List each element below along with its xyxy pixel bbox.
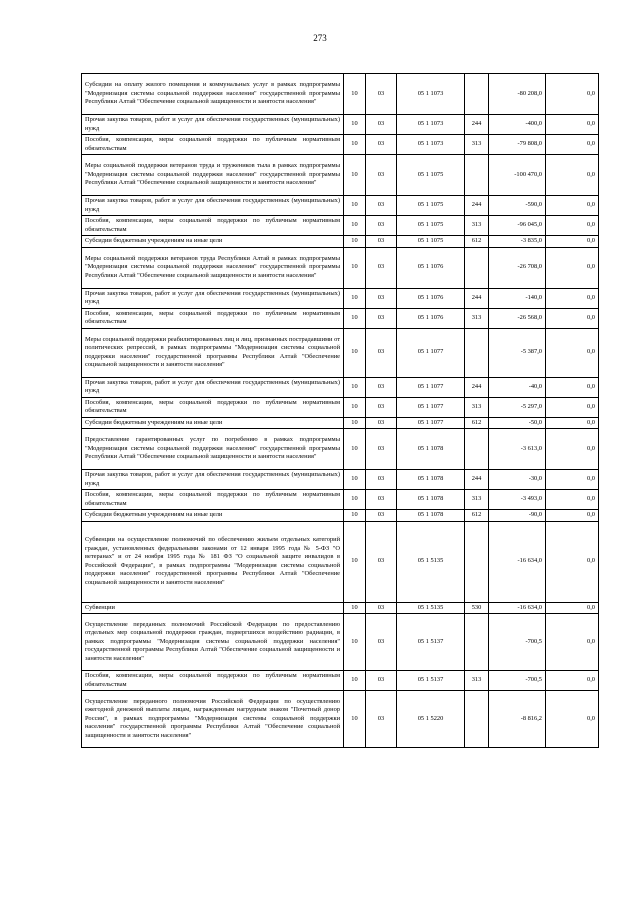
row-section: 10	[344, 308, 366, 328]
row-section: 10	[344, 510, 366, 522]
row-amount-second: 0,0	[546, 417, 599, 429]
row-amount: -30,0	[489, 470, 546, 490]
row-amount: -26 708,0	[489, 247, 546, 288]
row-description: Субсидии бюджетным учреждениям на иные цели	[82, 510, 344, 522]
row-description: Меры социальной поддержки ветеранов труда и тружеников тыла в рамках подпрограммы "Модернизация системы социальной поддержки населения" государственной программы Республики Алтай "Обеспечение социальной защищенности и занятости населения"	[82, 155, 344, 196]
row-target-code: 05 1 1075	[397, 236, 465, 248]
row-subsection: 03	[366, 216, 397, 236]
row-subsection: 03	[366, 308, 397, 328]
row-target-code: 05 1 1077	[397, 397, 465, 417]
table-row	[82, 308, 599, 328]
row-target-code: 05 1 5220	[397, 691, 465, 748]
table-row	[82, 671, 599, 691]
row-subsection: 03	[366, 135, 397, 155]
row-description: Прочая закупка товаров, работ и услуг для обеспечения государственных (муниципальных) нужд	[82, 377, 344, 397]
row-target-code: 05 1 1073	[397, 135, 465, 155]
row-subsection: 03	[366, 377, 397, 397]
row-target-code: 05 1 5137	[397, 671, 465, 691]
row-subsection: 03	[366, 521, 397, 602]
row-target-code: 05 1 1078	[397, 429, 465, 470]
row-expense-type	[465, 155, 489, 196]
row-description: Субвенции на осуществление полномочий по обеспечению жильем отдельных категорий граждан, установленных федеральными законами от 12 января 1995 года № 5-ФЗ "О ветеранах" и от 24 ноября 1995 года № 181 ФЗ "О социальной защите инвалидов в Российской Федерации", в рамках подпрограммы "Модернизация системы социальной поддержки населения" государственной программы Республики Алтай "Обеспечение социальной защищенности и занятости населения"	[82, 521, 344, 602]
row-expense-type: 612	[465, 236, 489, 248]
row-amount-second: 0,0	[546, 429, 599, 470]
row-description: Пособия, компенсации, меры социальной поддержки по публичным нормативным обязательствам	[82, 216, 344, 236]
row-subsection: 03	[366, 490, 397, 510]
row-target-code: 05 1 1077	[397, 417, 465, 429]
row-description: Пособия, компенсации, меры социальной поддержки по публичным нормативным обязательствам	[82, 671, 344, 691]
row-amount: -16 634,0	[489, 521, 546, 602]
row-expense-type: 313	[465, 671, 489, 691]
row-description: Пособия, компенсации, меры социальной поддержки по публичным нормативным обязательствам	[82, 490, 344, 510]
row-amount: -3 613,0	[489, 429, 546, 470]
row-description: Осуществление переданных полномочий Российской Федерации по предоставлению отдельных мер социальной поддержки граждан, подвергшихся воздействию радиации, в рамках подпрограммы "Модернизация системы социальной поддержки населения" государственной программы Республики Алтай "Обеспечение социальной защищенности и занятости населения"	[82, 614, 344, 671]
row-subsection: 03	[366, 247, 397, 288]
row-amount-second: 0,0	[546, 602, 599, 614]
budget-table	[81, 73, 599, 748]
row-amount-second: 0,0	[546, 614, 599, 671]
row-amount: -3 835,0	[489, 236, 546, 248]
row-section: 10	[344, 377, 366, 397]
table-row	[82, 521, 599, 602]
row-target-code: 05 1 1078	[397, 490, 465, 510]
row-amount-second: 0,0	[546, 247, 599, 288]
row-subsection: 03	[366, 614, 397, 671]
row-expense-type	[465, 614, 489, 671]
row-subsection: 03	[366, 155, 397, 196]
row-expense-type: 612	[465, 417, 489, 429]
table-row	[82, 490, 599, 510]
row-amount: -590,0	[489, 196, 546, 216]
row-amount: -40,0	[489, 377, 546, 397]
table-row	[82, 155, 599, 196]
row-amount-second: 0,0	[546, 155, 599, 196]
row-expense-type: 313	[465, 135, 489, 155]
row-target-code: 05 1 1076	[397, 308, 465, 328]
row-target-code: 05 1 5135	[397, 521, 465, 602]
row-target-code: 05 1 5135	[397, 602, 465, 614]
row-section: 10	[344, 196, 366, 216]
table-row	[82, 470, 599, 490]
row-expense-type	[465, 429, 489, 470]
row-amount-second: 0,0	[546, 74, 599, 115]
row-subsection: 03	[366, 328, 397, 377]
table-row	[82, 74, 599, 115]
row-expense-type: 313	[465, 216, 489, 236]
row-subsection: 03	[366, 115, 397, 135]
row-amount-second: 0,0	[546, 308, 599, 328]
row-expense-type: 244	[465, 377, 489, 397]
row-amount: -5 387,0	[489, 328, 546, 377]
table-row	[82, 429, 599, 470]
row-expense-type	[465, 691, 489, 748]
table-row	[82, 135, 599, 155]
table-row	[82, 216, 599, 236]
table-row	[82, 417, 599, 429]
row-section: 10	[344, 328, 366, 377]
row-description: Прочая закупка товаров, работ и услуг для обеспечения государственных (муниципальных) нужд	[82, 196, 344, 216]
row-section: 10	[344, 490, 366, 510]
table-row	[82, 247, 599, 288]
row-expense-type: 244	[465, 196, 489, 216]
row-target-code: 05 1 1073	[397, 115, 465, 135]
row-amount: -16 634,0	[489, 602, 546, 614]
row-subsection: 03	[366, 397, 397, 417]
row-expense-type: 530	[465, 602, 489, 614]
row-description: Пособия, компенсации, меры социальной поддержки по публичным нормативным обязательствам	[82, 135, 344, 155]
budget-table-body	[82, 74, 599, 748]
row-amount: -79 808,0	[489, 135, 546, 155]
row-section: 10	[344, 417, 366, 429]
row-subsection: 03	[366, 288, 397, 308]
row-section: 10	[344, 429, 366, 470]
page-number: 273	[313, 33, 327, 43]
row-amount-second: 0,0	[546, 490, 599, 510]
row-subsection: 03	[366, 196, 397, 216]
row-description: Субсидии на оплату жилого помещения и коммунальных услуг в рамках подпрограммы "Модернизация системы социальной поддержки населения" государственной программы Республики Алтай "Обеспечение социальной защищенности и занятости населения"	[82, 74, 344, 115]
row-expense-type	[465, 328, 489, 377]
row-amount: -80 208,0	[489, 74, 546, 115]
row-target-code: 05 1 1076	[397, 288, 465, 308]
row-amount-second: 0,0	[546, 216, 599, 236]
table-row	[82, 510, 599, 522]
row-amount: -400,0	[489, 115, 546, 135]
row-subsection: 03	[366, 602, 397, 614]
row-subsection: 03	[366, 671, 397, 691]
row-description: Меры социальной поддержки ветеранов труда Республики Алтай в рамках подпрограммы "Модернизация системы социальной поддержки населения" государственной программы Республики Алтай "Обеспечение социальной защищенности и занятости населения"	[82, 247, 344, 288]
row-section: 10	[344, 236, 366, 248]
row-amount-second: 0,0	[546, 135, 599, 155]
row-section: 10	[344, 691, 366, 748]
row-amount-second: 0,0	[546, 521, 599, 602]
row-amount: -3 493,0	[489, 490, 546, 510]
row-amount: -5 297,0	[489, 397, 546, 417]
table-row	[82, 691, 599, 748]
row-amount-second: 0,0	[546, 470, 599, 490]
row-description: Осуществление переданного полномочия Российской Федерации по осуществлению ежегодной денежной выплаты лицам, награжденным нагрудным знаком "Почетный донор России", в рамках подпрограммы "Модернизация системы социальной поддержки населения" государственной программы Республики Алтай "Обеспечение социальной защищенности и занятости населения"	[82, 691, 344, 748]
row-subsection: 03	[366, 510, 397, 522]
row-description: Субсидии бюджетным учреждениям на иные цели	[82, 236, 344, 248]
row-target-code: 05 1 1078	[397, 470, 465, 490]
row-description: Прочая закупка товаров, работ и услуг для обеспечения государственных (муниципальных) нужд	[82, 288, 344, 308]
row-expense-type	[465, 247, 489, 288]
row-section: 10	[344, 470, 366, 490]
row-subsection: 03	[366, 429, 397, 470]
row-subsection: 03	[366, 236, 397, 248]
row-subsection: 03	[366, 417, 397, 429]
row-target-code: 05 1 5137	[397, 614, 465, 671]
row-amount-second: 0,0	[546, 377, 599, 397]
row-description: Прочая закупка товаров, работ и услуг для обеспечения государственных (муниципальных) нужд	[82, 470, 344, 490]
row-amount: -140,0	[489, 288, 546, 308]
row-subsection: 03	[366, 470, 397, 490]
table-row	[82, 614, 599, 671]
row-description: Пособия, компенсации, меры социальной поддержки по публичным нормативным обязательствам	[82, 308, 344, 328]
table-row	[82, 602, 599, 614]
row-amount-second: 0,0	[546, 397, 599, 417]
row-target-code: 05 1 1076	[397, 247, 465, 288]
row-amount-second: 0,0	[546, 691, 599, 748]
table-row	[82, 397, 599, 417]
row-expense-type: 313	[465, 490, 489, 510]
row-amount-second: 0,0	[546, 236, 599, 248]
row-amount: -8 816,2	[489, 691, 546, 748]
row-expense-type: 244	[465, 470, 489, 490]
row-target-code: 05 1 1075	[397, 196, 465, 216]
table-row	[82, 236, 599, 248]
row-target-code: 05 1 1077	[397, 328, 465, 377]
row-section: 10	[344, 614, 366, 671]
row-section: 10	[344, 247, 366, 288]
row-subsection: 03	[366, 74, 397, 115]
row-amount-second: 0,0	[546, 671, 599, 691]
row-amount-second: 0,0	[546, 196, 599, 216]
row-section: 10	[344, 216, 366, 236]
row-target-code: 05 1 1073	[397, 74, 465, 115]
row-expense-type: 244	[465, 115, 489, 135]
row-description: Прочая закупка товаров, работ и услуг для обеспечения государственных (муниципальных) нужд	[82, 115, 344, 135]
row-expense-type: 313	[465, 308, 489, 328]
row-expense-type	[465, 521, 489, 602]
row-amount-second: 0,0	[546, 115, 599, 135]
row-amount: -90,0	[489, 510, 546, 522]
row-expense-type: 612	[465, 510, 489, 522]
row-description: Субвенции	[82, 602, 344, 614]
row-amount: -26 568,0	[489, 308, 546, 328]
row-description: Предоставление гарантированных услуг по погребению в рамках подпрограммы "Модернизация системы социальной поддержки населения" государственной программы Республики Алтай "Обеспечение социальной защищенности и занятости населения"	[82, 429, 344, 470]
table-row	[82, 377, 599, 397]
row-amount-second: 0,0	[546, 510, 599, 522]
row-description: Субсидии бюджетным учреждениям на иные цели	[82, 417, 344, 429]
row-section: 10	[344, 521, 366, 602]
row-section: 10	[344, 74, 366, 115]
row-target-code: 05 1 1078	[397, 510, 465, 522]
row-expense-type	[465, 74, 489, 115]
table-row	[82, 328, 599, 377]
row-description: Меры социальной поддержки реабилитированных лиц и лиц, признанных пострадавшими от политических репрессий, в рамках подпрограммы "Модернизация системы социальной поддержки населения" государственной программы Республики Алтай "Обеспечение социальной защищенности и занятости населения"	[82, 328, 344, 377]
row-expense-type: 313	[465, 397, 489, 417]
row-expense-type: 244	[465, 288, 489, 308]
row-section: 10	[344, 155, 366, 196]
row-section: 10	[344, 288, 366, 308]
table-row	[82, 288, 599, 308]
row-target-code: 05 1 1075	[397, 216, 465, 236]
row-target-code: 05 1 1077	[397, 377, 465, 397]
row-description: Пособия, компенсации, меры социальной поддержки по публичным нормативным обязательствам	[82, 397, 344, 417]
row-amount-second: 0,0	[546, 328, 599, 377]
row-section: 10	[344, 602, 366, 614]
row-amount: -700,5	[489, 614, 546, 671]
table-row	[82, 115, 599, 135]
row-subsection: 03	[366, 691, 397, 748]
row-amount: -96 045,0	[489, 216, 546, 236]
row-section: 10	[344, 397, 366, 417]
row-amount: -100 470,0	[489, 155, 546, 196]
table-row	[82, 196, 599, 216]
row-amount: -50,0	[489, 417, 546, 429]
row-amount: -700,5	[489, 671, 546, 691]
row-section: 10	[344, 671, 366, 691]
row-target-code: 05 1 1075	[397, 155, 465, 196]
row-section: 10	[344, 135, 366, 155]
row-amount-second: 0,0	[546, 288, 599, 308]
row-section: 10	[344, 115, 366, 135]
